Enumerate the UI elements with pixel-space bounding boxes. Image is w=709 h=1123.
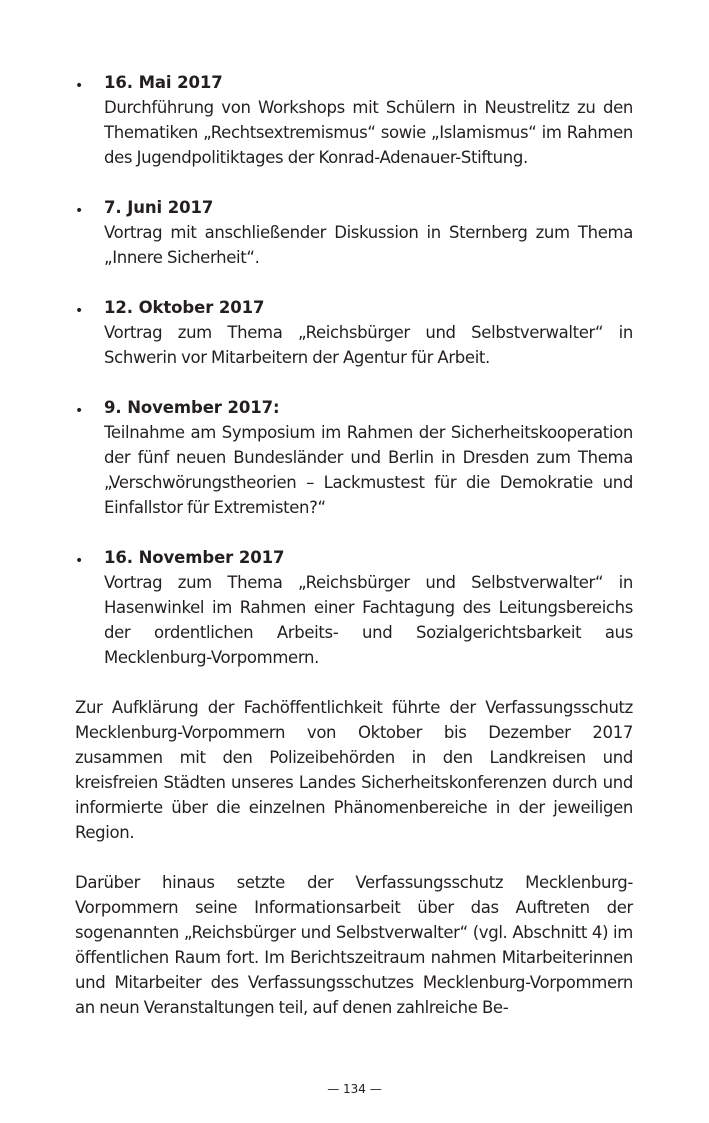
bullet-icon: •	[75, 553, 84, 569]
event-description: Teilnahme am Symposium im Rahmen der Sicherheitskooperation der fünf neuen Bundesländer und Berlin in Dresden zum Thema „Verschwörungstheorien – Lackmustest für die Demokratie und Einfallstor für Extremisten?“	[104, 423, 633, 517]
body-paragraph: Zur Aufklärung der Fachöffentlichkeit führte der Verfassungsschutz Mecklenburg-Vorpommern von Oktober bis Dezember 2017 zusammen mit den Polizeibehörden in den Landkreisen und kreisfreien Städten unseres Landes Sicherheitskonferenzen durch und informierte über die einzelnen Phänomenbereiche in der jeweiligen Region.	[75, 698, 633, 842]
event-list	[75, 70, 633, 670]
bullet-icon: •	[75, 403, 84, 419]
page-body	[75, 70, 633, 1045]
list-item	[75, 395, 633, 520]
event-date: 16. Mai 2017	[104, 73, 223, 92]
bullet-icon: •	[75, 203, 84, 219]
list-item	[75, 70, 633, 170]
bullet-icon: •	[75, 303, 84, 319]
body-paragraph: Darüber hinaus setzte der Verfassungsschutz Mecklenburg-Vorpommern seine Informationsarbeit über das Auftreten der sogenannten „Reichsbürger und Selbstverwalter“ (vgl. Abschnitt 4) im öffentlichen Raum fort. Im Berichtszeitraum nahmen Mitarbeiterinnen und Mitarbeiter des Verfassungsschutzes Mecklenburg-Vorpommern an neun Veranstaltungen teil, auf denen zahlreiche Be-	[75, 873, 633, 1017]
page-number: — 134 —	[327, 1082, 382, 1096]
list-item	[75, 195, 633, 270]
event-description: Vortrag zum Thema „Reichsbürger und Selbstverwalter“ in Hasenwinkel im Rahmen einer Fachtagung des Leitungsbereichs der ordentlichen Arbeits- und Sozialgerichtsbarkeit aus Mecklenburg-Vorpommern.	[104, 573, 633, 667]
event-date: 7. Juni 2017	[104, 198, 214, 217]
event-date: 9. November 2017:	[104, 398, 280, 417]
bullet-icon: •	[75, 78, 84, 94]
event-description: Vortrag mit anschließender Diskussion in Sternberg zum Thema „Innere Sicherheit“.	[104, 223, 633, 267]
event-date: 12. Oktober 2017	[104, 298, 265, 317]
list-item	[75, 545, 633, 670]
list-item	[75, 295, 633, 370]
event-description: Vortrag zum Thema „Reichsbürger und Selbstverwalter“ in Schwerin vor Mitarbeitern der Agentur für Arbeit.	[104, 323, 633, 367]
event-description: Durchführung von Workshops mit Schülern in Neustrelitz zu den Thematiken „Rechtsextremismus“ sowie „Islamismus“ im Rahmen des Jugendpolitiktages der Konrad-Adenauer-Stiftung.	[104, 98, 633, 167]
event-date: 16. November 2017	[104, 548, 285, 567]
